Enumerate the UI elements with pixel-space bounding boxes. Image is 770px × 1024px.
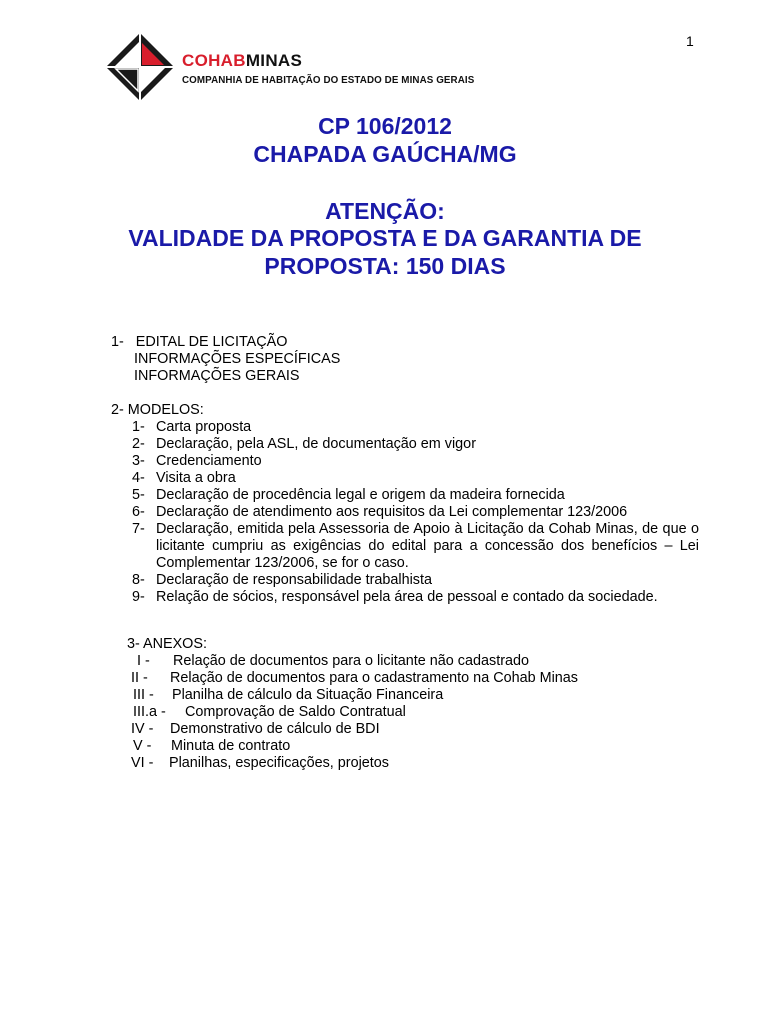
item-number: VI - (131, 755, 154, 771)
item-text: Declaração de procedência legal e origem da madeira fornecida (156, 487, 565, 503)
list-item: INFORMAÇÕES ESPECÍFICAS (134, 351, 341, 367)
list-item (127, 738, 627, 755)
list-item (127, 653, 627, 670)
list-item (127, 755, 627, 772)
list-item: INFORMAÇÕES GERAIS (134, 368, 300, 384)
item-number: 9- (132, 589, 145, 605)
item-text: Relação de documentos para o cadastramento na Cohab Minas (170, 670, 578, 686)
section-modelos (111, 402, 699, 606)
item-number: III - (133, 687, 154, 703)
title-process-number: CP 106/2012 (318, 113, 452, 139)
item-text: Declaração, emitida pela Assessoria de Apoio à Licitação da Cohab Minas, de que o licitante cumpriu as exigências do edital para a concessão dos benefícios – Lei Complementar 123/2006, se for o caso. (156, 521, 699, 571)
item-number: 4- (132, 470, 145, 486)
item-text: Demonstrativo de cálculo de BDI (170, 721, 380, 737)
modelos-list (111, 419, 699, 606)
section-anexos-heading: 3- ANEXOS: (127, 636, 207, 652)
item-number: I - (137, 653, 150, 669)
title-validity-line1: VALIDADE DA PROPOSTA E DA GARANTIA DE (128, 225, 642, 251)
item-text: Carta proposta (156, 419, 252, 435)
item-number: IV - (131, 721, 154, 737)
list-item (127, 721, 627, 738)
item-number: 8- (132, 572, 145, 588)
title-attention: ATENÇÃO: (325, 198, 445, 224)
item-number: III.a - (133, 704, 166, 720)
section-edital-heading: 1- EDITAL DE LICITAÇÃO (111, 334, 288, 350)
section-anexos (127, 636, 627, 772)
list-item (111, 436, 699, 453)
brand-minas: MINAS (245, 51, 303, 70)
item-number: 6- (132, 504, 145, 520)
item-number: 7- (132, 521, 145, 537)
item-number: 2- (132, 436, 145, 452)
item-number: 3- (132, 453, 145, 469)
item-number: 5- (132, 487, 145, 503)
section-modelos-heading: 2- MODELOS: (111, 402, 204, 418)
item-text: Declaração, pela ASL, de documentação em vigor (156, 436, 476, 452)
item-text: Planilhas, especificações, projetos (169, 755, 389, 771)
list-item (111, 487, 699, 504)
cohab-diamond-logo-icon (106, 33, 174, 101)
title-validity-line2: PROPOSTA: 150 DIAS (264, 253, 506, 279)
list-item (111, 589, 699, 606)
page-number: 1 (686, 33, 694, 49)
list-item (127, 704, 627, 721)
list-item (111, 453, 699, 470)
cohab-minas-logo (106, 33, 476, 101)
item-number: V - (133, 738, 152, 754)
item-number: 1- (132, 419, 145, 435)
list-item (127, 670, 627, 687)
list-item (111, 504, 699, 521)
brand-tagline: COMPANHIA DE HABITAÇÃO DO ESTADO DE MINAS GERAIS (182, 75, 475, 86)
item-text: Visita a obra (156, 470, 236, 486)
list-item (111, 470, 699, 487)
section-edital (111, 334, 340, 385)
list-item (111, 419, 699, 436)
list-item (111, 521, 699, 572)
item-text: Credenciamento (156, 453, 262, 469)
item-text: Declaração de responsabilidade trabalhista (156, 572, 432, 588)
item-text: Declaração de atendimento aos requisitos da Lei complementar 123/2006 (156, 504, 628, 520)
item-text: Minuta de contrato (171, 738, 291, 754)
item-text: Planilha de cálculo da Situação Financeira (172, 687, 444, 703)
title-location: CHAPADA GAÚCHA/MG (253, 141, 517, 167)
item-text: Relação de documentos para o licitante não cadastrado (173, 653, 529, 669)
list-item (127, 687, 627, 704)
brand-cohab: COHAB (182, 51, 246, 70)
brand-name (182, 51, 302, 71)
item-number: II - (131, 670, 148, 686)
item-text: Relação de sócios, responsável pela área de pessoal e contado da sociedade. (156, 589, 658, 605)
item-text: Comprovação de Saldo Contratual (185, 704, 406, 720)
list-item (111, 572, 699, 589)
